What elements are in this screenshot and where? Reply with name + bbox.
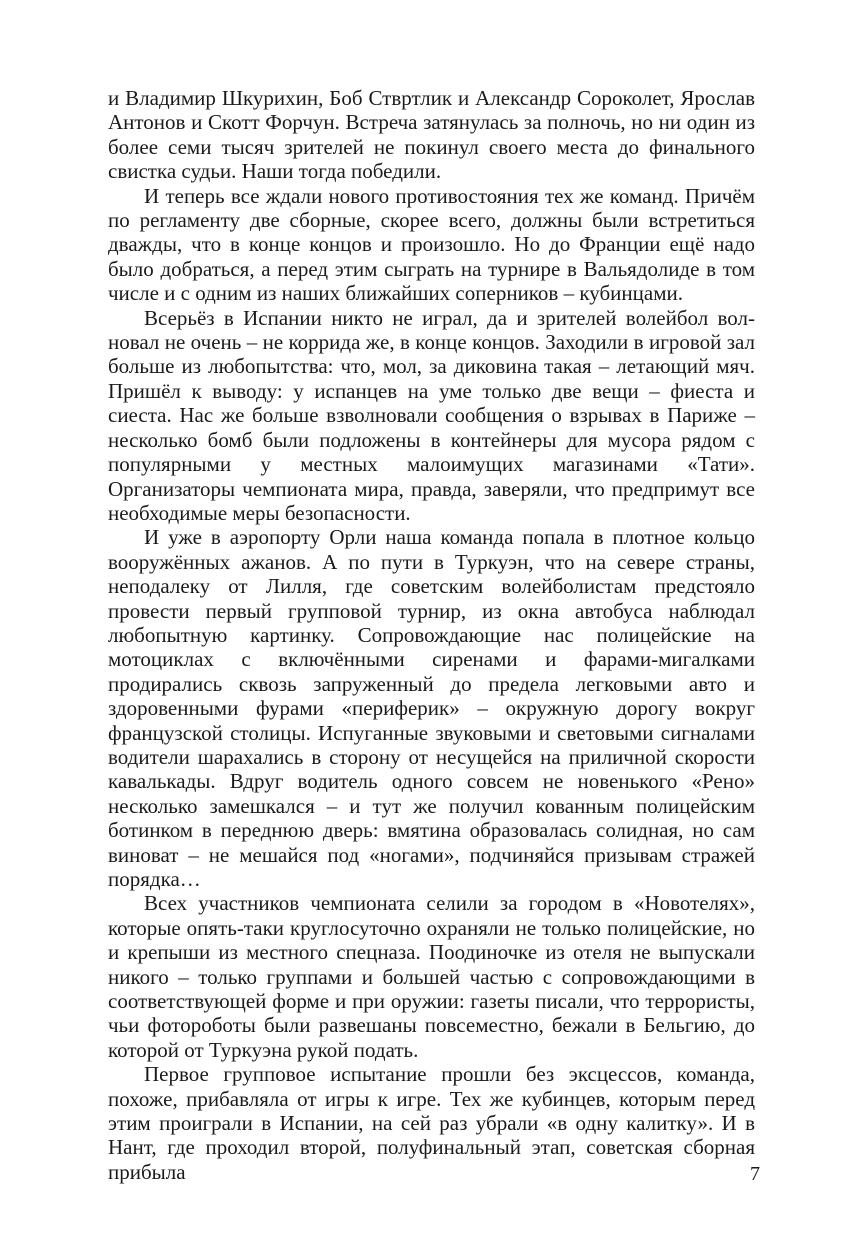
paragraph-3: Всерьёз в Испании никто не играл, да и зрителей волейбол волновал не очень – не коррида же, в конце концов. Заходили в игровой зал больше из любопытства: что, мол, за диковина такая – летающий мяч. Пришёл к выводу: у испанцев на уме только две вещи – фиеста и сиеста. Нас же больше взволновали сообщения о взрывах в Париже – несколько бомб были подложены в контейнеры для мусора рядом с популярными у местных малоимущих магазинами «Тати». Организаторы чемпионата мира, правда, заверяли, что предпримут все необходимые меры безопасности. xyxy=(108,305,755,525)
paragraph-2: И теперь все ждали нового противостояния тех же команд. Причём по регламенту две сборные, скорее всего, должны были встретиться дважды, что в конце концов и произошло. Но до Франции ещё надо было добраться, а перед этим сыграть на турнире в Вальядолиде в том числе и с одним из наших ближайших соперников – кубинцами. xyxy=(108,183,755,306)
paragraph-5: Всех участников чемпионата селили за городом в «Новотелях», которые опять-таки круглосуточно охраняли не только полицейские, но и крепыши из местного спецназа. Поодиночке из отеля не выпускали никого – только группами и большей частью с сопровождающими в соответствующей форме и при оружии: газеты писали, что террористы, чьи фотороботы были развешаны повсеместно, бежали в Бельгию, до которой от Туркуэна рукой подать. xyxy=(108,891,755,1062)
paragraph-6: Первое групповое испытание прошли без эксцессов, команда, похоже, прибавляла от игры к игре. Тех же кубинцев, которым перед этим проиграли в Испании, на сей раз убрали «в одну калитку». И в Нант, где проходил второй, полуфинальный этап, советская сборная прибыла xyxy=(108,1062,755,1184)
text-body xyxy=(108,86,755,1184)
page-number: 7 xyxy=(750,1163,760,1185)
paragraph-1: и Владимир Шкурихин, Боб Ствртлик и Александр Сороколет, Ярослав Антонов и Скотт Форчун. Встреча затянулась за полночь, но ни один из более семи тысяч зрителей не покинул своего места до финального свистка судьи. Наши тогда победили. xyxy=(108,86,755,184)
paragraph-4: И уже в аэропорту Орли наша команда попала в плотное кольцо вооружённых ажанов. А по пути в Туркуэн, что на севере страны, неподалеку от Лилля, где советским волейболистам предстояло провести первый групповой турнир, из окна автобуса наблюдал любопытную картинку. Сопровождающие нас полицейские на мотоциклах с включёнными сиренами и фарами-мигалками продирались сквозь запруженный до предела легковыми авто и здоровенными фурами «периферик» – окружную дорогу вокруг французской столицы. Испуганные звуковыми и световыми сигналами водители шарахались в сторону от несущейся на приличной скорости кавалькады. Вдруг водитель одного совсем не новенького «Рено» несколько замешкался – и тут же получил кованным полицейским ботинком в переднюю дверь: вмятина образовалась солидная, но сам виноват – не мешайся под «ногами», подчиняйся призывам стражей порядка… xyxy=(108,525,755,891)
